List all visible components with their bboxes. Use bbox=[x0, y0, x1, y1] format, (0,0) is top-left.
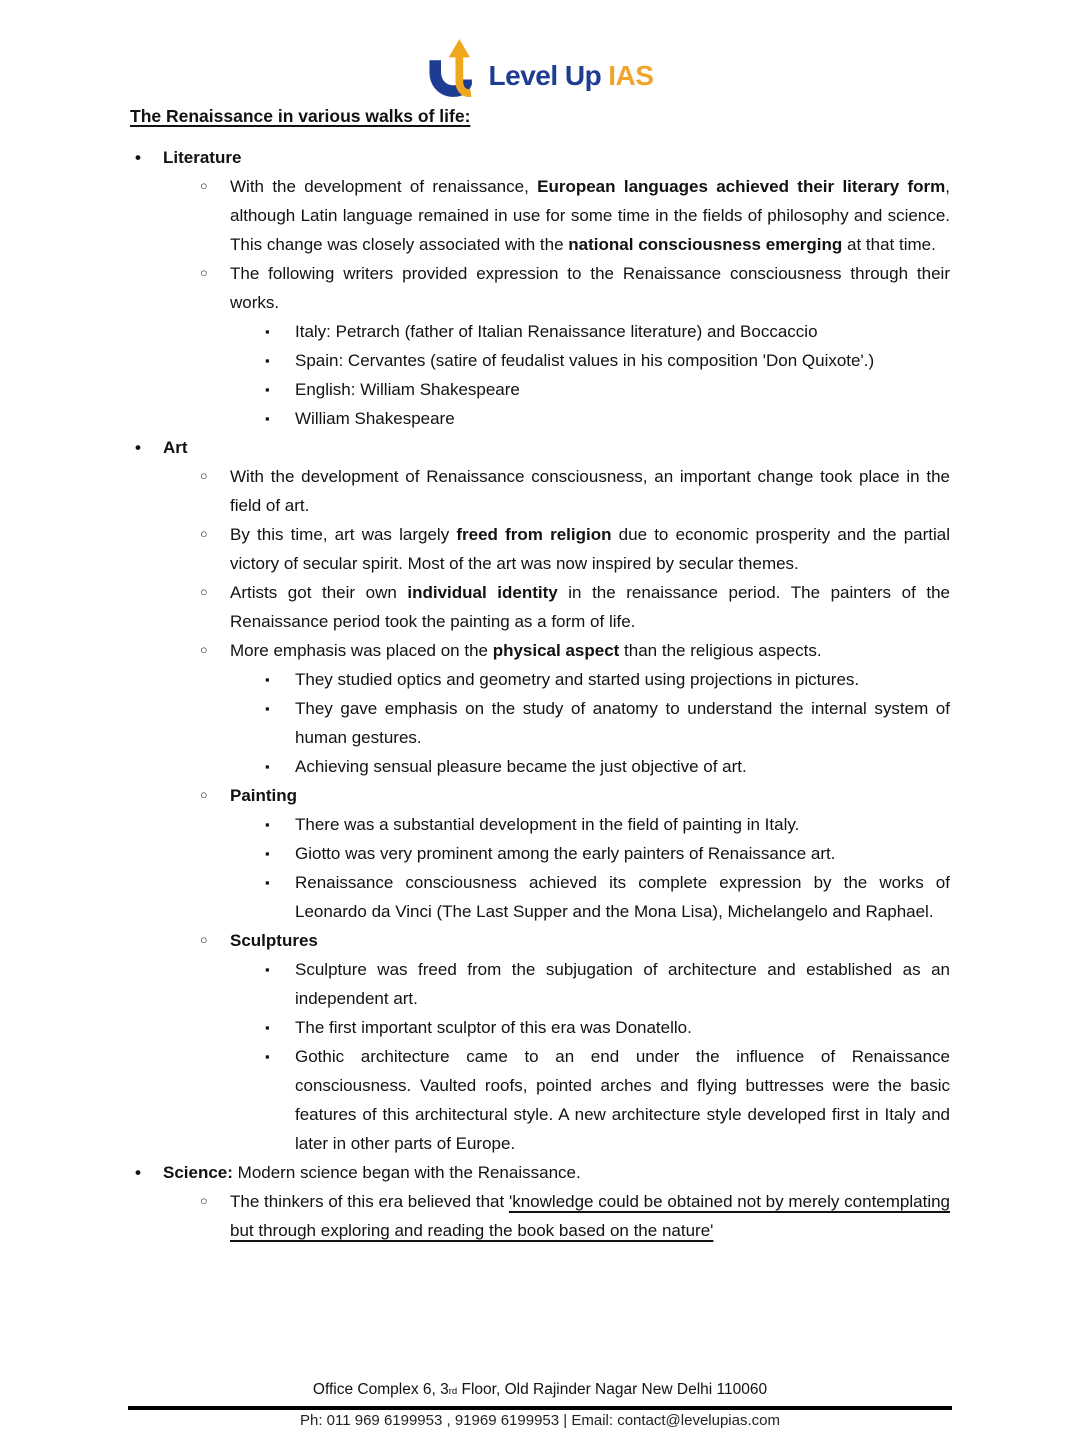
footer-address-part2: Floor, Old Rajinder Nagar New Delhi 110060 bbox=[457, 1381, 768, 1398]
list-item-text: Science: Modern science began with the Renaissance. bbox=[163, 1163, 581, 1182]
bullet-square-icon: ▪ bbox=[265, 846, 270, 861]
list-item bbox=[265, 404, 950, 433]
list-item-text: With the development of renaissance, European languages achieved their literary form, although Latin language remained in use for some time in the fields of philosophy and science. This change was closely associated with the national consciousness emerging at that time. bbox=[230, 177, 950, 254]
list-item bbox=[135, 433, 950, 462]
list-item bbox=[200, 926, 950, 955]
brand-accent-text: IAS bbox=[608, 60, 654, 91]
bullet-circle-icon: ○ bbox=[200, 643, 208, 657]
list-item-text: Spain: Cervantes (satire of feudalist values in his composition 'Don Quixote'.) bbox=[295, 351, 875, 370]
list-item-text: The following writers provided expression to the Renaissance consciousness through their works. bbox=[230, 264, 950, 312]
bullet-square-icon: ▪ bbox=[265, 672, 270, 687]
bullet-disc-icon: • bbox=[135, 1163, 141, 1182]
bullet-square-icon: ▪ bbox=[265, 1049, 270, 1064]
bullet-circle-icon: ○ bbox=[200, 933, 208, 947]
list-item-text: Renaissance consciousness achieved its complete expression by the works of Leonardo da Vinci (The Last Supper and the Mona Lisa), Michelangelo and Raphael. bbox=[295, 873, 950, 921]
bullet-disc-icon: • bbox=[135, 148, 141, 167]
page-title: The Renaissance in various walks of life: bbox=[130, 106, 471, 126]
bullet-circle-icon: ○ bbox=[200, 527, 208, 541]
list-item bbox=[265, 694, 950, 752]
list-item bbox=[265, 868, 950, 926]
list-item-text: Literature bbox=[163, 148, 242, 167]
list-item-text: Giotto was very prominent among the early painters of Renaissance art. bbox=[295, 844, 836, 863]
list-item-text: By this time, art was largely freed from religion due to economic prosperity and the partial victory of secular spirit. Most of the art was now inspired by secular themes. bbox=[230, 525, 950, 573]
list-item bbox=[200, 172, 950, 259]
bullet-square-icon: ▪ bbox=[265, 817, 270, 832]
bullet-square-icon: ▪ bbox=[265, 875, 270, 890]
list-item bbox=[265, 955, 950, 1013]
list-item bbox=[265, 375, 950, 404]
list-item-text: The thinkers of this era believed that 'knowledge could be obtained not by merely contemplating but through exploring and reading the book based on the nature' bbox=[230, 1192, 951, 1240]
list-item-text: The first important sculptor of this era was Donatello. bbox=[295, 1018, 692, 1037]
list-item bbox=[265, 665, 950, 694]
list-item-text: Achieving sensual pleasure became the just objective of art. bbox=[295, 757, 747, 776]
bullet-circle-icon: ○ bbox=[200, 266, 208, 280]
list-item bbox=[200, 1187, 951, 1245]
bullet-circle-icon: ○ bbox=[200, 179, 208, 193]
list-item bbox=[135, 1158, 950, 1187]
list-item bbox=[265, 810, 950, 839]
list-item bbox=[265, 1042, 950, 1158]
list-item-text: Gothic architecture came to an end under the influence of Renaissance consciousness. Vaulted roofs, pointed arches and flying buttresses were the basic features of this architectural style. A new architecture style developed first in Italy and later in other parts of Europe. bbox=[295, 1047, 950, 1153]
list-item bbox=[265, 752, 950, 781]
bullet-square-icon: ▪ bbox=[265, 962, 270, 977]
list-item bbox=[265, 839, 950, 868]
list-item-text: Artists got their own individual identity in the renaissance period. The painters of the Renaissance period took the painting as a form of life. bbox=[230, 583, 950, 631]
bullet-square-icon: ▪ bbox=[265, 324, 270, 339]
brand-primary-text: Level Up bbox=[488, 60, 602, 91]
list-item-text: Italy: Petrarch (father of Italian Renaissance literature) and Boccaccio bbox=[295, 322, 818, 341]
document-body bbox=[0, 143, 1080, 1245]
levelup-logo-icon bbox=[427, 38, 481, 96]
list-item-text: They studied optics and geometry and started using projections in pictures. bbox=[295, 670, 860, 689]
list-item-text: There was a substantial development in the field of painting in Italy. bbox=[295, 815, 800, 834]
bullet-square-icon: ▪ bbox=[265, 411, 270, 426]
bullet-circle-icon: ○ bbox=[200, 585, 208, 599]
list-item bbox=[200, 636, 950, 665]
list-item bbox=[200, 462, 950, 520]
list-item bbox=[200, 781, 950, 810]
bullet-square-icon: ▪ bbox=[265, 759, 270, 774]
list-item bbox=[265, 317, 950, 346]
logo bbox=[427, 38, 654, 96]
footer-contact: Ph: 011 969 6199953 , 91969 6199953 | Email: contact@levelupias.com bbox=[299, 1412, 780, 1429]
list-item-text: Art bbox=[163, 438, 188, 457]
bullet-circle-icon: ○ bbox=[200, 788, 208, 802]
list-item bbox=[135, 143, 950, 172]
bullet-disc-icon: • bbox=[135, 438, 141, 457]
list-item bbox=[265, 346, 950, 375]
bullet-square-icon: ▪ bbox=[265, 1020, 270, 1035]
list-item bbox=[200, 578, 950, 636]
list-item-text: More emphasis was placed on the physical aspect than the religious aspects. bbox=[230, 641, 822, 660]
list-item-text: Sculptures bbox=[230, 931, 318, 950]
list-item bbox=[200, 520, 950, 578]
bullet-square-icon: ▪ bbox=[265, 353, 270, 368]
footer-divider bbox=[128, 1406, 952, 1410]
list-item-text: They gave emphasis on the study of anatomy to understand the internal system of human gestures. bbox=[295, 699, 950, 747]
bullet-square-icon: ▪ bbox=[265, 701, 270, 716]
bullet-circle-icon: ○ bbox=[200, 469, 208, 483]
bullet-square-icon: ▪ bbox=[265, 382, 270, 397]
list-item bbox=[265, 1013, 950, 1042]
list-item bbox=[200, 259, 950, 317]
brand-wordmark bbox=[489, 62, 654, 96]
list-item-text: Sculpture was freed from the subjugation of architecture and established as an independent art. bbox=[295, 960, 950, 1008]
footer-address-ordinal: rd bbox=[448, 1386, 458, 1397]
list-item-text: William Shakespeare bbox=[295, 409, 455, 428]
list-item-text: Painting bbox=[230, 786, 298, 805]
footer-address bbox=[0, 1381, 1080, 1399]
bullet-circle-icon: ○ bbox=[200, 1194, 208, 1208]
list-item-text: English: William Shakespeare bbox=[295, 380, 520, 399]
footer-address-part1: Office Complex 6, 3 bbox=[312, 1381, 449, 1398]
list-item-text: With the development of Renaissance consciousness, an important change took place in the field of art. bbox=[230, 467, 950, 515]
